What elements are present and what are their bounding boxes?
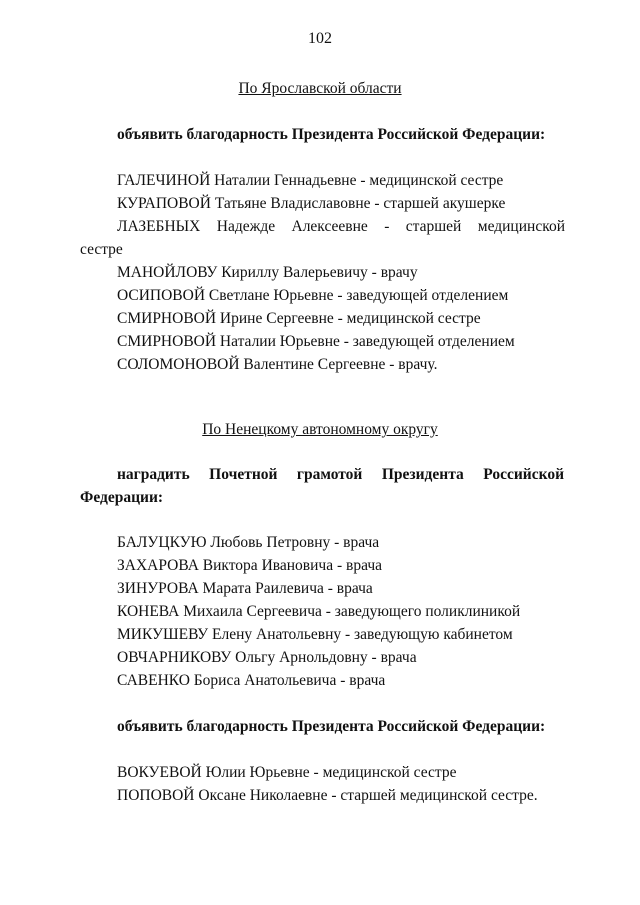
list-item: ОВЧАРНИКОВУ Ольгу Арнольдовну - врача <box>117 649 417 666</box>
list-item: ОСИПОВОЙ Светлане Юрьевне - заведующей отделением <box>117 287 509 304</box>
section-title-yaroslavl: По Ярославской области <box>238 80 402 97</box>
list-item: КОНЕВА Михаила Сергеевича - заведующего поликлиникой <box>117 603 521 620</box>
list-item-continuation: сестре <box>80 241 123 258</box>
list-item: МИКУШЕВУ Елену Анатольевну - заведующую кабинетом <box>117 626 513 643</box>
list-item: ВОКУЕВОЙ Юлии Юрьевне - медицинской сестре <box>117 764 457 781</box>
list-item: ПОПОВОЙ Оксане Николаевне - старшей медицинской сестре. <box>117 787 538 804</box>
section-title-nenets: По Ненецкому автономному округу <box>202 421 438 438</box>
list-item: ГАЛЕЧИНОЙ Наталии Геннадьевне - медицинской сестре <box>117 172 504 189</box>
page-number: 102 <box>308 30 332 47</box>
decision-award: наградить Почетной грамотой Президента Российской <box>117 466 564 483</box>
decision-gratitude-2: объявить благодарность Президента Российской Федерации: <box>117 718 546 735</box>
list-item: ЛАЗЕБНЫХ Надежде Алексеевне - старшей медицинской <box>117 218 565 235</box>
list-item: БАЛУЦКУЮ Любовь Петровну - врача <box>117 534 380 551</box>
decision-award-continuation: Федерации: <box>80 489 164 506</box>
list-item: СОЛОМОНОВОЙ Валентине Сергеевне - врачу. <box>117 356 438 373</box>
list-item: СМИРНОВОЙ Наталии Юрьевне - заведующей отделением <box>117 333 515 350</box>
list-item: МАНОЙЛОВУ Кириллу Валерьевичу - врачу <box>117 264 418 281</box>
list-item: ЗИНУРОВА Марата Раилевича - врача <box>117 580 373 597</box>
list-item: КУРАПОВОЙ Татьяне Владиславовне - старшей акушерке <box>117 195 506 212</box>
list-item: СМИРНОВОЙ Ирине Сергеевне - медицинской сестре <box>117 310 481 327</box>
list-item: ЗАХАРОВА Виктора Ивановича - врача <box>117 557 382 574</box>
list-item: САВЕНКО Бориса Анатольевича - врача <box>117 672 386 689</box>
decision-gratitude: объявить благодарность Президента Российской Федерации: <box>117 126 546 143</box>
